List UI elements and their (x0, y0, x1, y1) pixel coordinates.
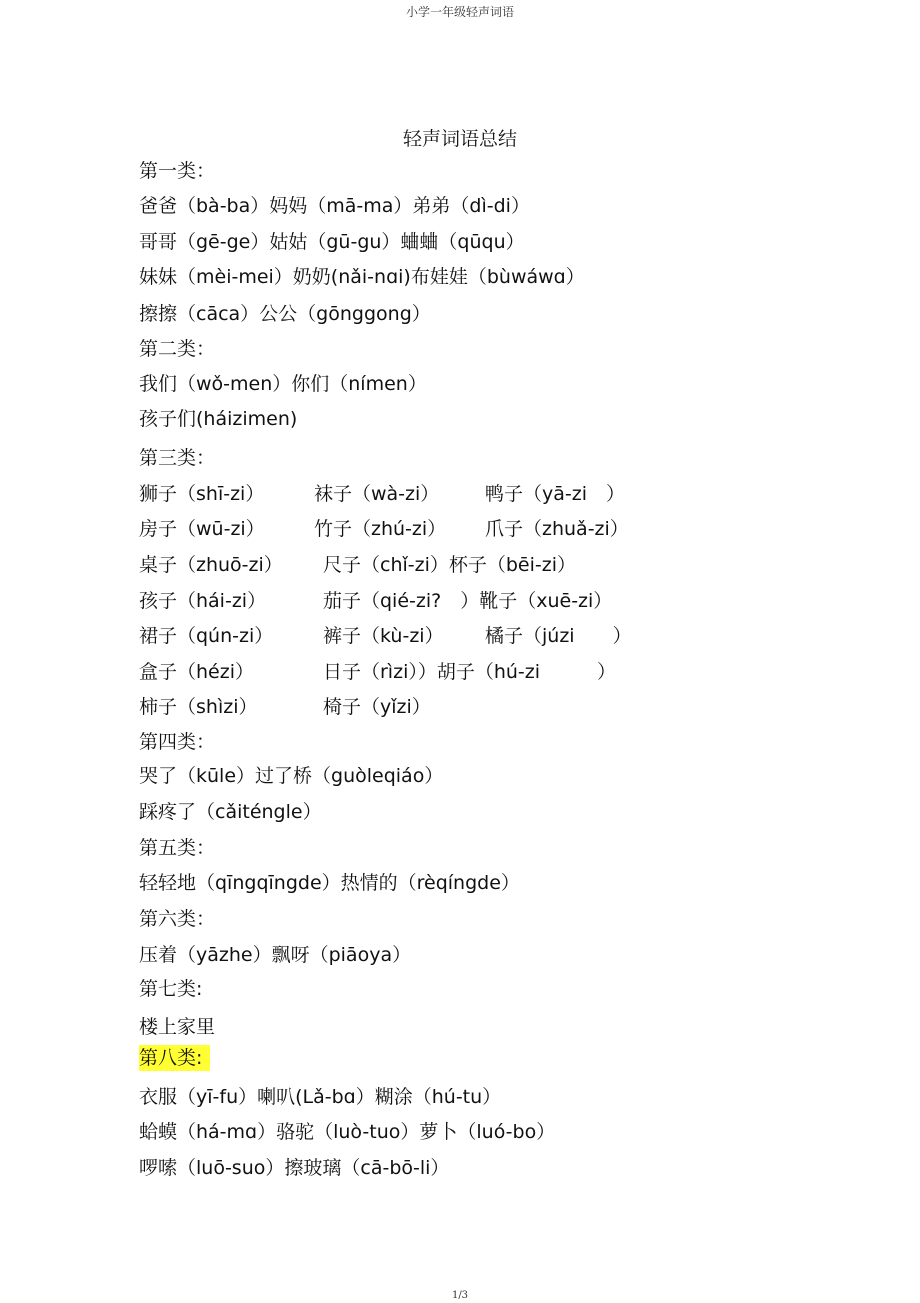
page-header: 小学一年级轻声词语 (405, 5, 514, 19)
category-heading-5: 第五类： (139, 837, 216, 859)
word-row (139, 624, 799, 648)
word-line: 楼上家里 (139, 1016, 216, 1038)
word-entry: 日子（rìzi））胡子（hú-zi ） (323, 661, 617, 683)
category-heading-1: 第一类： (139, 160, 216, 182)
word-row (139, 660, 799, 684)
word-line: 踩疼了（cǎiténgle） (139, 801, 322, 823)
word-row (139, 695, 799, 719)
category-heading-3: 第三类： (139, 447, 216, 469)
word-entry: 孩子（hái-zi） (139, 590, 267, 612)
word-row (139, 517, 799, 541)
word-entry: 椅子（yǐzi） (323, 696, 431, 718)
word-entry: 尺子（chǐ-zi）杯子（bēi-zi） (323, 554, 577, 576)
category-heading-2: 第二类： (139, 338, 216, 360)
word-row (139, 482, 799, 506)
word-line: 爸爸（bà-ba）妈妈（mā-ma）弟弟（dì-di） (139, 195, 530, 217)
word-line: 擦擦（cāca）公公（gōnggong） (139, 303, 431, 325)
word-line: 哥哥（gē-ge）姑姑（gū-gu）蛐蛐（qūqu） (139, 231, 525, 253)
word-line: 轻轻地（qīngqīngde）热情的（rèqíngde） (139, 872, 520, 894)
word-entry: 桌子（zhuō-zi） (139, 554, 283, 576)
word-entry: 裤子（kù-zi） (323, 625, 444, 647)
word-line: 衣服（yī-fu）喇叭(Lǎ-bɑ）糊涂（hú-tu） (139, 1086, 502, 1108)
word-line: 孩子们(háizimen) (139, 408, 298, 430)
word-row (139, 589, 799, 613)
document-title: 轻声词语总结 (402, 128, 517, 150)
category-heading-4: 第四类： (139, 731, 216, 753)
word-line: 压着（yāzhe）飘呀（piāoya） (139, 944, 412, 966)
word-entry: 裙子（qún-zi） (139, 625, 274, 647)
word-line: 啰嗦（luō-suo）擦玻璃（cā-bō-li） (139, 1157, 450, 1179)
word-entry: 爪子（zhuǎ-zi） (485, 518, 629, 540)
word-entry: 茄子（qié-zi? ）靴子（xuē-zi） (323, 590, 613, 612)
word-entry: 袜子（wà-zi） (314, 483, 440, 505)
page-number: 1/3 (451, 1290, 469, 1301)
word-entry: 鸭子（yā-zi ） (485, 483, 625, 505)
word-entry: 房子（wū-zi） (139, 518, 265, 540)
word-entry: 橘子（júzi ） (485, 625, 632, 647)
word-entry: 竹子（zhú-zi） (314, 518, 447, 540)
word-entry: 柿子（shìzi） (139, 696, 258, 718)
word-line: 我们（wǒ-men）你们（nímen） (139, 373, 427, 395)
word-line: 哭了（kūle）过了桥（guòleqiáo） (139, 765, 444, 787)
category-heading-6: 第六类： (139, 908, 216, 930)
word-line: 妹妹（mèi-mei）奶奶(nǎi-nɑi)布娃娃（bùwáwɑ） (139, 266, 585, 288)
word-row (139, 553, 799, 577)
word-line: 蛤蟆（há-mɑ）骆驼（luò-tuo）萝卜（luó-bo） (139, 1121, 556, 1143)
highlighted-heading: 第八类: (139, 1045, 210, 1071)
word-entry: 狮子（shī-zi） (139, 483, 265, 505)
category-heading-8 (139, 1046, 210, 1070)
word-entry: 盒子（hézi） (139, 661, 254, 683)
category-heading-7: 第七类: (139, 978, 203, 1000)
